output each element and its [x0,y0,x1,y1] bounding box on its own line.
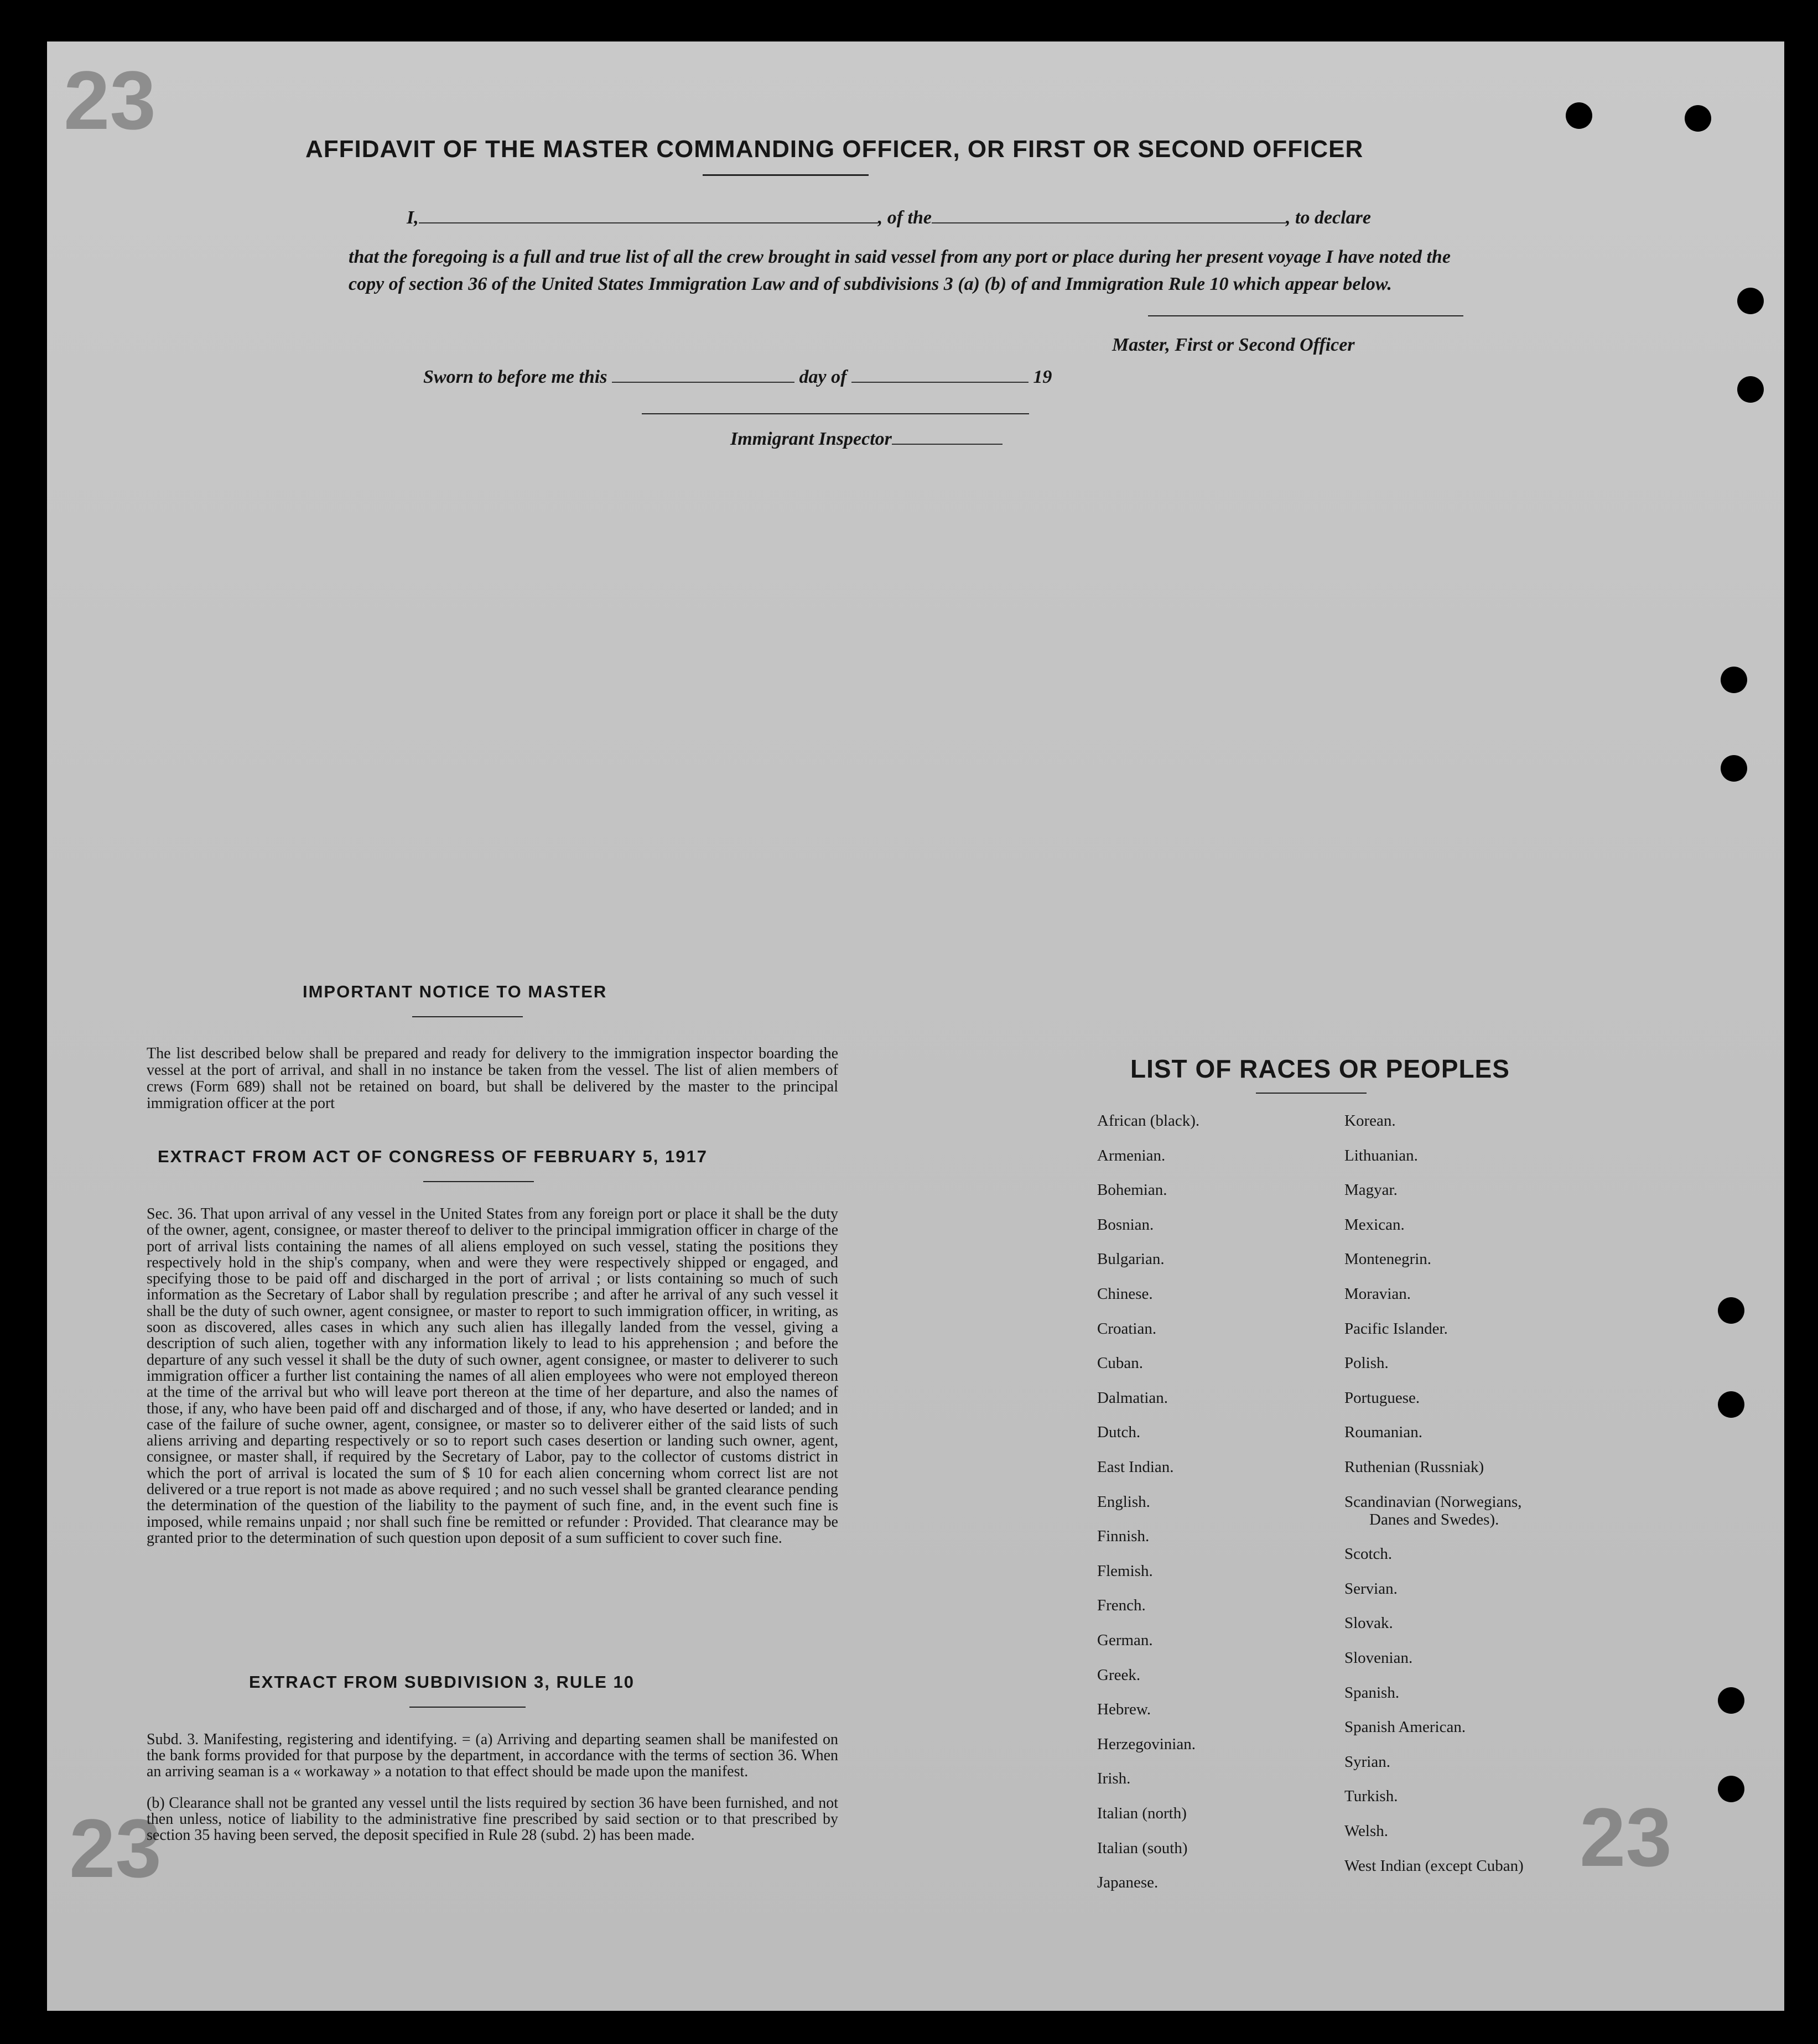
sworn-label: Sworn to before me this [423,367,607,387]
race-item: Roumanian. [1344,1423,1422,1441]
race-item: Mexican. [1344,1216,1405,1234]
form-page [47,41,1784,2011]
race-item: Scandinavian (Norwegians, [1344,1493,1522,1511]
race-item: Korean. [1344,1112,1396,1130]
sworn-day-blank[interactable] [612,382,794,383]
race-item: Magyar. [1344,1181,1398,1199]
race-item: Bosnian. [1097,1216,1154,1234]
inspector-signature-line[interactable] [642,413,1029,414]
punch-hole [1737,376,1764,403]
race-item: Bohemian. [1097,1181,1167,1199]
day-of-label: day of [799,367,847,387]
page-number-stamp-top: 23 [64,54,156,147]
race-item: Italian (north) [1097,1804,1187,1822]
race-item: Welsh. [1344,1822,1389,1840]
vessel-blank[interactable] [932,222,1286,223]
race-item: Portuguese. [1344,1389,1420,1407]
race-item: Syrian. [1344,1753,1390,1771]
year-label: 19 [1033,367,1052,387]
race-item: English. [1097,1493,1150,1511]
race-item: Lithuanian. [1344,1147,1418,1164]
punch-hole [1685,105,1711,132]
race-item: Dalmatian. [1097,1389,1168,1407]
rule-underline [409,1707,526,1708]
race-item: Italian (south) [1097,1839,1188,1857]
punch-hole [1718,1297,1744,1324]
race-item: Herzegovinian. [1097,1735,1196,1753]
title-underline [703,174,869,176]
race-item: Pacific Islander. [1344,1320,1448,1338]
race-item: Montenegrin. [1344,1250,1432,1268]
race-item: Armenian. [1097,1147,1166,1164]
act-underline [423,1181,534,1182]
inspector-label: Immigrant Inspector [730,429,892,449]
sworn-month-blank[interactable] [851,382,1029,383]
race-item: Slovak. [1344,1614,1393,1632]
races-underline [1256,1093,1367,1094]
race-item: East Indian. [1097,1458,1174,1476]
race-item: Polish. [1344,1354,1389,1372]
sworn-line [423,367,1052,388]
punch-hole [1718,1687,1744,1714]
inspector-line [730,429,1003,450]
race-item: Danes and Swedes). [1369,1511,1499,1528]
act-extract-body: Sec. 36. That upon arrival of any vessel in the United States from any foreign port or place it shall be the duty of the owner, agent, consignee, or master thereof to deliver to the principal immigration officer in charge of the port of arrival lists containing the names of all aliens employed on such vessel, stating the positions they respectively hold in the ship's company, when and were they were respectively shipped or engaged, and specifying those to be paid off and discharged in the port of arrival ; or lists containing so much of such information as the Secretary of Labor shall by regulation prescribe ; and after he arrival of any such vessel it shall be the duty of such owner, agent consignee, or master to report to such immigration officer, in writing, as soon as discovered, alles cases in which any such alien has illegally landed from the vessel, giving a description of such alien, together with any information likely to lead to his apprehension ; and before the departure of any such vessel it shall be the duty of such owner, agent consignee, or master to deliverer to such immigration officer a further list containing the names of all alien employees who were not employed thereon at the time of the arrival but who will leave port thereon at the time of her departure, and also the names of those, if any, who have been paid off and discharged and of those, if any, who have deserted or landed; and in case of the failure of suche owner, agent, consignee, or master so to deliverer either of the said lists of such aliens arriving and departing respectively or so to report such cases desertion or landing such owner, agent, consignee, or master shall, if required by the Secretary of Labor, pay to the collector of customs district in which the port of arrival is located the sum of $ 10 for each alien concerning whom correct list are not delivered or a true report is not made as above required ; and no such vessel shall be granted clearance pending the determination of the question of the liability to the payment of such fine, and, in the event such fine is imposed, while remains unpaid ; nor shall such fine be remitted or refunder : Provided. That clearance may be granted prior to the determination of such question upon deposit of a sum sufficient to cover such fine. [147,1205,838,1547]
notice-underline [412,1016,523,1017]
race-item: Turkish. [1344,1787,1398,1805]
race-item: French. [1097,1596,1146,1614]
rule-para-b: (b) Clearance shall not be granted any vessel until the lists required by section 36 have been furnished, and not then unless, notice of liability to the administrative fine prescribed by said section or to that prescribed by section 35 having been served, the deposit specified in Rule 28 (subd. 2) has been made. [147,1795,838,1844]
race-item: Spanish. [1344,1684,1400,1702]
act-extract-title: EXTRACT FROM ACT OF CONGRESS OF FEBRUARY 5, 1917 [158,1147,708,1166]
race-item: Chinese. [1097,1285,1153,1303]
race-item: German. [1097,1631,1153,1649]
race-item: Cuban. [1097,1354,1143,1372]
race-item: Slovenian. [1344,1649,1413,1667]
rule-para-a: Subd. 3. Manifesting, registering and identifying. = (a) Arriving and departing seamen shall be manifested on the bank forms provided for that purpose by the department, in accordance with the terms of section 36. When an arriving seaman is a « workaway » a notation to that effect should be made upon the manifest. [147,1731,838,1780]
label-of-the: , of the [877,207,932,228]
punch-hole [1737,288,1764,314]
notice-title: IMPORTANT NOTICE TO MASTER [303,982,607,1001]
race-item: Flemish. [1097,1562,1153,1580]
punch-hole [1718,1391,1744,1418]
declaration-line [407,207,1371,228]
race-item: Croatian. [1097,1320,1157,1338]
race-item: West Indian (except Cuban) [1344,1857,1524,1875]
punch-hole [1718,1776,1744,1802]
race-item: Dutch. [1097,1423,1141,1441]
page-number-stamp-bottom-right: 23 [1580,1791,1672,1884]
signature-line[interactable] [1148,315,1463,316]
rule-extract-title: EXTRACT FROM SUBDIVISION 3, RULE 10 [249,1672,635,1692]
race-item: Greek. [1097,1666,1141,1684]
race-item: Irish. [1097,1770,1131,1787]
race-item: Ruthenian (Russniak) [1344,1458,1484,1476]
label-to-declare: , to declare [1286,207,1371,228]
race-item: Scotch. [1344,1545,1393,1563]
inspector-blank[interactable] [892,444,1003,445]
races-title: LIST OF RACES OR PEOPLES [1130,1054,1510,1083]
race-item: African (black). [1097,1112,1200,1130]
name-blank[interactable] [419,222,878,223]
punch-hole [1566,102,1592,129]
punch-hole [1721,755,1747,782]
race-item: Hebrew. [1097,1700,1151,1718]
race-item: Finnish. [1097,1527,1150,1545]
punch-hole [1721,667,1747,693]
master-label: Master, First or Second Officer [1112,335,1355,355]
race-item: Japanese. [1097,1874,1159,1891]
affidavit-title: AFFIDAVIT OF THE MASTER COMMANDING OFFICER, OR FIRST OR SECOND OFFICER [305,136,1364,163]
race-item: Spanish American. [1344,1718,1466,1736]
race-item: Moravian. [1344,1285,1411,1303]
race-item: Servian. [1344,1580,1398,1598]
page-number-stamp-bottom-left: 23 [69,1802,162,1895]
label-i: I, [407,207,419,228]
declaration-text: that the foregoing is a full and true list of all the crew brought in said vessel from any port or place during her present voyage I have noted the copy of section 36 of the United States Immigration Law and of subdivisions 3 (a) (b) of and Immigration Rule 10 which appear below. [349,247,1451,294]
notice-body: The list described below shall be prepared and ready for delivery to the immigration inspector boarding the vessel at the port of arrival, and shall in no instance be taken from the vessel. The list of alien members of crews (Form 689) shall not be retained on board, but shall be delivered by the master to the principal immigration officer at the port [147,1045,838,1112]
race-item: Bulgarian. [1097,1250,1165,1268]
